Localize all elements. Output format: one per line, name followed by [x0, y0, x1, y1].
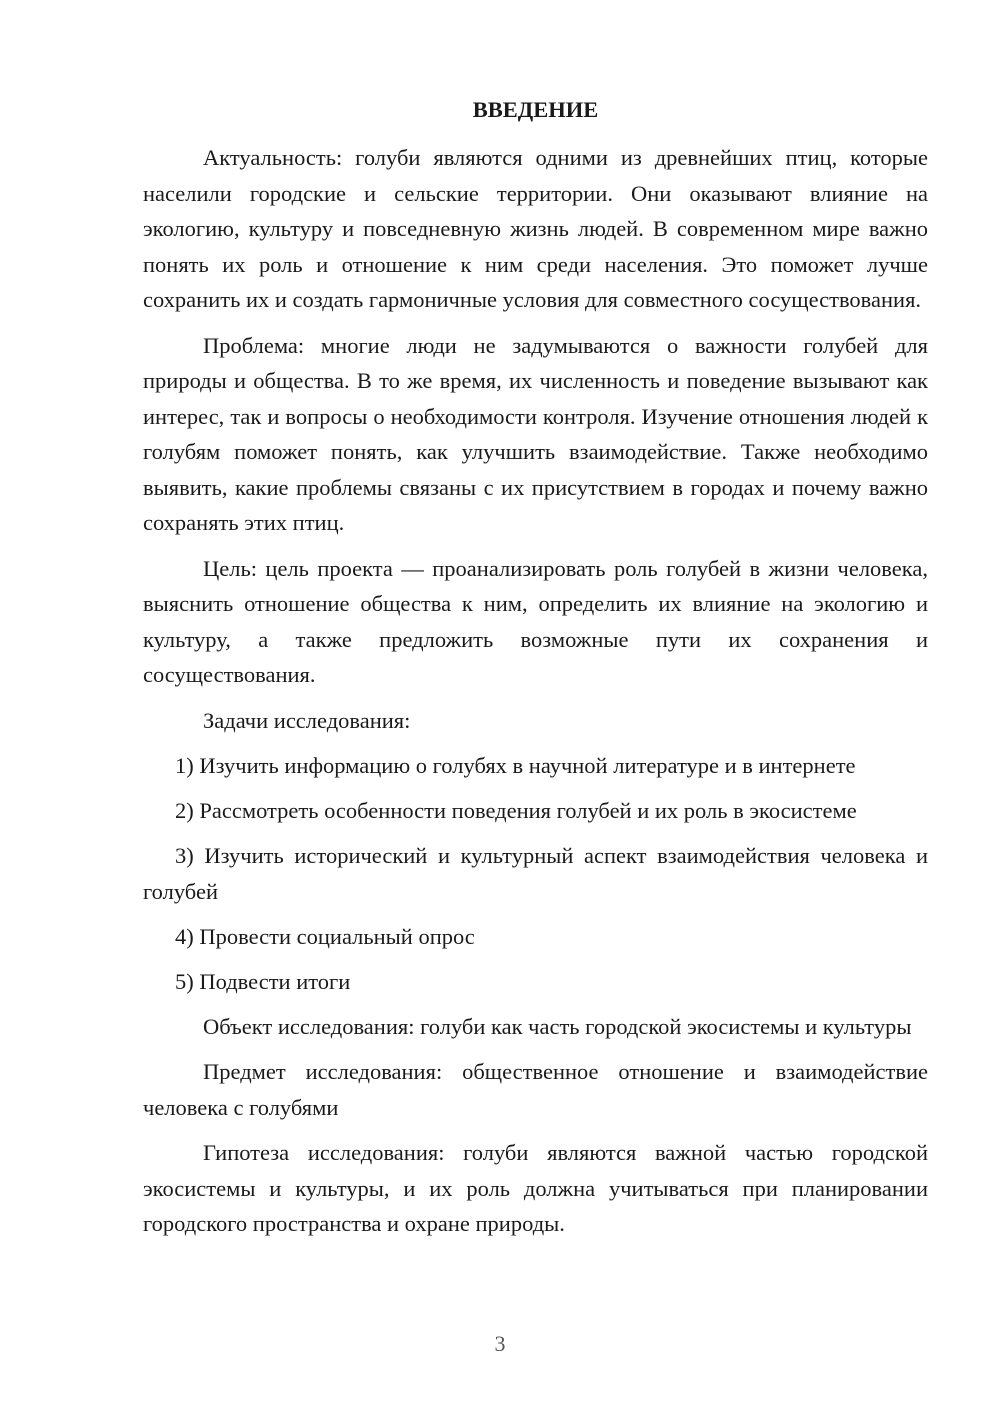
tasks-heading: Задачи исследования:	[203, 707, 411, 733]
task-item: 5) Подвести итоги	[175, 968, 351, 994]
problem-paragraph: Проблема: многие люди не задумываются о важности голубей для природы и общества. В то же время, их численность и поведение вызывают как интерес, так и вопросы о необходимости контроля. Изучение отношения людей к голубям поможет понять, как улучшить взаимодействие. Также необходимо выявить, какие проблемы связаны с их присутствием в городах и почему важно сохранять этих птиц.	[143, 332, 928, 535]
object-paragraph: Объект исследования: голуби как часть городской экосистемы и культуры	[203, 1013, 912, 1039]
tasks-list	[143, 748, 928, 999]
task-item: 4) Провести социальный опрос	[175, 923, 475, 949]
page-title: ВВЕДЕНИЕ	[472, 97, 599, 122]
subject-paragraph: Предмет исследования: общественное отношение и взаимодействие человека с голубями	[143, 1059, 928, 1120]
page-number: 3	[494, 1331, 506, 1356]
task-item: 1) Изучить информацию о голубях в научной литературе и в интернете	[175, 753, 856, 778]
task-item: 2) Рассмотреть особенности поведения голубей и их роль в экосистеме	[175, 798, 857, 823]
task-item: 3) Изучить исторический и культурный аспект взаимодействия человека и голубей	[143, 843, 928, 904]
goal-paragraph: Цель: цель проекта — проанализировать роль голубей в жизни человека, выяснить отношение общества к ним, определить их влияние на экологию и культуру, а также предложить возможные пути их сохранения и сосуществования.	[143, 555, 928, 687]
hypothesis-paragraph: Гипотеза исследования: голуби являются важной частью городской экосистемы и культуры, и их роль должна учитываться при планировании городского пространства и охране природы.	[143, 1140, 928, 1236]
document-page	[143, 92, 928, 1252]
relevance-paragraph: Актуальность: голуби являются одними из древнейших птиц, которые населили городские и сельские территории. Они оказывают влияние на экологию, культуру и повседневную жизнь людей. В современном мире важно понять их роль и отношение к ним среди населения. Это поможет лучше сохранить их и создать гармоничные условия для совместного сосуществования.	[143, 145, 928, 312]
